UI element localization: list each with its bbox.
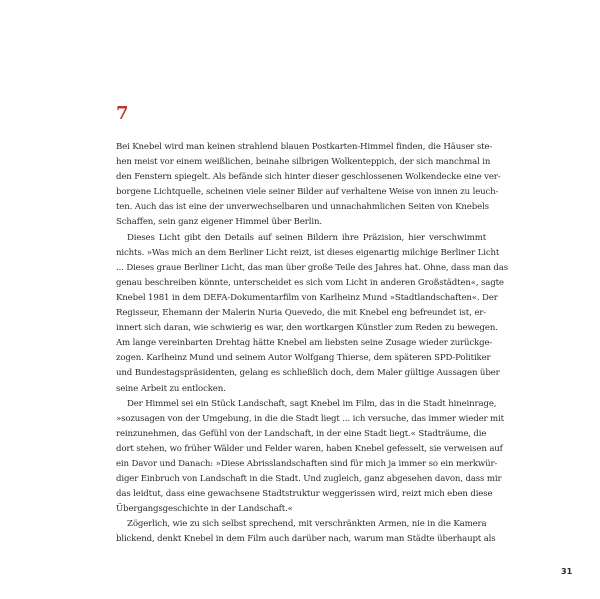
text-line: das leidtut, dass eine gewachsene Stadtstruktur weggerissen wird, reizt mich eben diese bbox=[116, 489, 493, 500]
body-text bbox=[116, 140, 508, 548]
text-line: Am lange vereinbarten Drehtag hätte Knebel am liebsten seine Zusage wieder zurückge- bbox=[116, 338, 493, 349]
text-line: borgene Lichtquelle, scheinen viele seiner Bilder auf verhaltene Weise von innen zu leuch- bbox=[116, 187, 499, 198]
text-line: diger Einbruch von Landschaft in die Stadt. Und zugleich, ganz abgesehen davon, dass mir bbox=[116, 474, 502, 485]
text-line: Zögerlich, wie zu sich selbst sprechend, mit verschränkten Armen, nie in die Kamera bbox=[127, 519, 487, 530]
text-line: und Bundestagspräsidenten, gelang es schließlich doch, dem Maler gültige Aussagen über bbox=[116, 368, 500, 379]
text-line: Der Himmel sei ein Stück Landschaft, sagt Knebel im Film, das in die Stadt hineinrage, bbox=[127, 398, 497, 409]
chapter-number: 7 bbox=[116, 103, 129, 124]
text-line: »sozusagen von der Umgebung, in die die Stadt liegt ... ich versuche, das immer wieder mit bbox=[116, 413, 504, 424]
text-line: blickend, denkt Knebel in dem Film auch darüber nach, warum man Städte überhaupt als bbox=[116, 534, 496, 545]
page-number: 31 bbox=[561, 567, 573, 576]
text-line: Regisseur, Ehemann der Malerin Nuria Quevedo, die mit Knebel eng befreundet ist, er- bbox=[116, 308, 486, 319]
text-line: den Fenstern spiegelt. Als befände sich hinter dieser geschlossenen Wolkendecke eine ver- bbox=[116, 172, 501, 183]
text-line: Übergangsgeschichte in der Landschaft.« bbox=[116, 504, 293, 515]
text-line: reinzunehmen, das Gefühl von der Landschaft, in der eine Stadt liegt.« Stadträume, die bbox=[116, 428, 487, 439]
text-line: ten. Auch das ist eine der unverwechselbaren und unnachahmlichen Seiten von Knebels bbox=[116, 202, 489, 213]
text-line: Dieses Licht gibt den Details auf seinen Bildern ihre Präzision, hier verschwimmt bbox=[127, 232, 486, 243]
text-line: dort stehen, wo früher Wälder und Felder waren, haben Knebel gefesselt, sie verweisen auf bbox=[116, 443, 503, 454]
text-line: nichts. »Was mich an dem Berliner Licht reizt, ist dieses eigenartig milchige Berliner Licht bbox=[116, 247, 500, 258]
text-line: Bei Knebel wird man keinen strahlend blauen Postkarten-Himmel finden, die Häuser ste- bbox=[116, 142, 493, 152]
text-line: hen meist vor einem weißlichen, beinahe silbrigen Wolkenteppich, der sich manchmal in bbox=[116, 157, 491, 168]
text-line: seine Arbeit zu entlocken. bbox=[116, 383, 226, 394]
text-line: Schaffen, sein ganz eigener Himmel über Berlin. bbox=[116, 217, 322, 228]
text-line: innert sich daran, wie schwierig es war, den wortkargen Künstler zum Reden zu bewegen. bbox=[116, 323, 498, 334]
text-line: genau beschreiben könnte, unterscheidet es sich vom Licht in anderen Großstädten«, sagte bbox=[116, 277, 504, 288]
text-line: ein Davor und Danach: »Diese Abrisslandschaften sind für mich ja immer so ein merkwür- bbox=[116, 458, 498, 469]
text-line: ... Dieses graue Berliner Licht, das man über große Teile des Jahres hat. Ohne, dass man das bbox=[116, 262, 508, 273]
text-line: zogen. Karlheinz Mund und seinem Autor Wolfgang Thierse, dem späteren SPD-Politiker bbox=[116, 353, 491, 364]
text-line: Knebel 1981 in dem DEFA-Dokumentarfilm von Karlheinz Mund »Stadtlandschaften«. Der bbox=[116, 292, 498, 303]
